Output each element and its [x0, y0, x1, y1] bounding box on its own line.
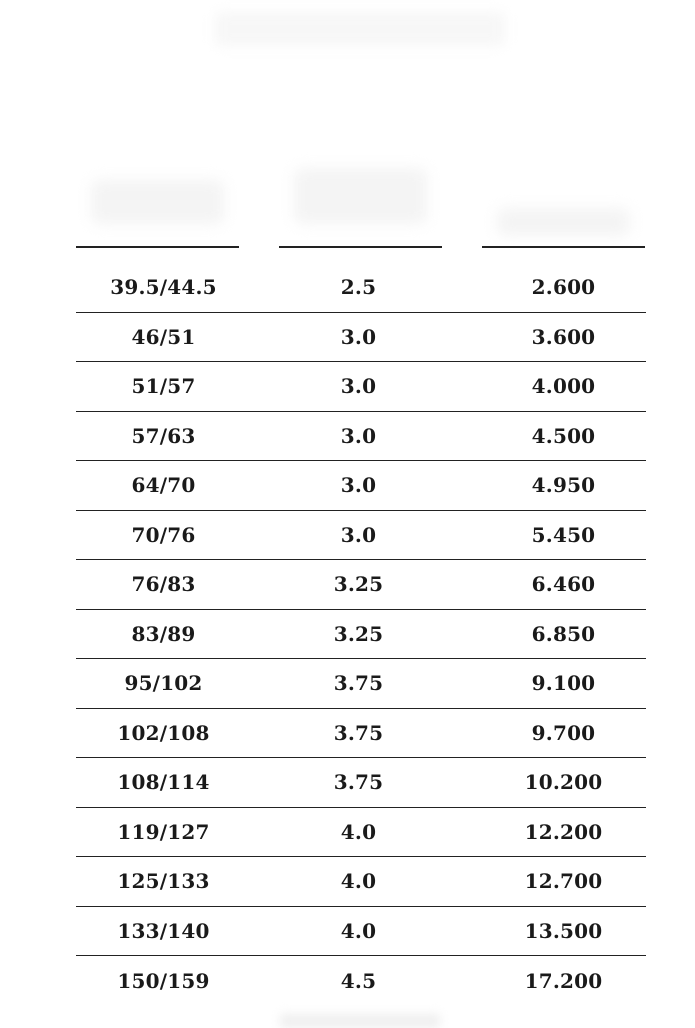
table-row — [76, 511, 646, 561]
header-rule-3 — [482, 246, 645, 248]
thickness-cell: 3.0 — [340, 522, 377, 547]
header-rule-1 — [76, 246, 239, 248]
faded-header-label-1 — [91, 180, 224, 224]
size-cell: 150/159 — [117, 968, 210, 993]
table-row — [76, 659, 646, 709]
weight-cell: 4.950 — [531, 473, 596, 498]
size-cell: 125/133 — [117, 869, 210, 894]
faded-footer-text — [280, 1014, 440, 1028]
size-cell: 70/76 — [131, 522, 196, 547]
table-row — [76, 560, 646, 610]
table-row — [76, 808, 646, 858]
thickness-cell: 2.5 — [340, 275, 377, 300]
table-row — [76, 461, 646, 511]
faded-header-label-3 — [497, 208, 630, 236]
size-cell: 95/102 — [124, 671, 203, 696]
weight-cell: 9.100 — [531, 671, 596, 696]
size-cell: 83/89 — [131, 621, 196, 646]
data-table — [76, 263, 646, 1006]
thickness-cell: 3.75 — [333, 720, 384, 745]
thickness-cell: 3.0 — [340, 423, 377, 448]
thickness-cell: 4.0 — [340, 918, 377, 943]
thickness-cell: 3.0 — [340, 324, 377, 349]
thickness-cell: 4.0 — [340, 819, 377, 844]
table-row — [76, 857, 646, 907]
table-row — [76, 263, 646, 313]
weight-cell: 4.500 — [531, 423, 596, 448]
table-row — [76, 362, 646, 412]
size-cell: 57/63 — [131, 423, 196, 448]
table-row — [76, 907, 646, 957]
size-cell: 133/140 — [117, 918, 210, 943]
thickness-cell: 3.0 — [340, 473, 377, 498]
size-cell: 102/108 — [117, 720, 210, 745]
size-cell: 76/83 — [131, 572, 196, 597]
table-row — [76, 758, 646, 808]
header-column-1 — [76, 150, 239, 250]
weight-cell: 6.850 — [531, 621, 596, 646]
header-rule-2 — [279, 246, 442, 248]
weight-cell: 5.450 — [531, 522, 596, 547]
size-cell: 64/70 — [131, 473, 196, 498]
thickness-cell: 3.25 — [333, 572, 384, 597]
weight-cell: 2.600 — [531, 275, 596, 300]
weight-cell: 3.600 — [531, 324, 596, 349]
weight-cell: 10.200 — [524, 770, 603, 795]
header-column-3 — [482, 150, 645, 250]
weight-cell: 17.200 — [524, 968, 603, 993]
thickness-cell: 3.0 — [340, 374, 377, 399]
size-cell: 51/57 — [131, 374, 196, 399]
size-cell: 119/127 — [117, 819, 210, 844]
size-cell: 39.5/44.5 — [110, 275, 217, 300]
header-column-2 — [279, 150, 442, 250]
weight-cell: 4.000 — [531, 374, 596, 399]
size-cell: 46/51 — [131, 324, 196, 349]
weight-cell: 6.460 — [531, 572, 596, 597]
table-row — [76, 709, 646, 759]
thickness-cell: 3.75 — [333, 770, 384, 795]
thickness-cell: 3.75 — [333, 671, 384, 696]
thickness-cell: 3.25 — [333, 621, 384, 646]
table-header — [76, 150, 646, 250]
table-row — [76, 956, 646, 1006]
thickness-cell: 4.5 — [340, 968, 377, 993]
weight-cell: 13.500 — [524, 918, 603, 943]
faded-header-label-2 — [294, 168, 427, 224]
table-row — [76, 313, 646, 363]
size-cell: 108/114 — [117, 770, 210, 795]
table-row — [76, 412, 646, 462]
weight-cell: 12.700 — [524, 869, 603, 894]
weight-cell: 12.200 — [524, 819, 603, 844]
thickness-cell: 4.0 — [340, 869, 377, 894]
weight-cell: 9.700 — [531, 720, 596, 745]
faded-page-title — [215, 12, 505, 46]
table-row — [76, 610, 646, 660]
